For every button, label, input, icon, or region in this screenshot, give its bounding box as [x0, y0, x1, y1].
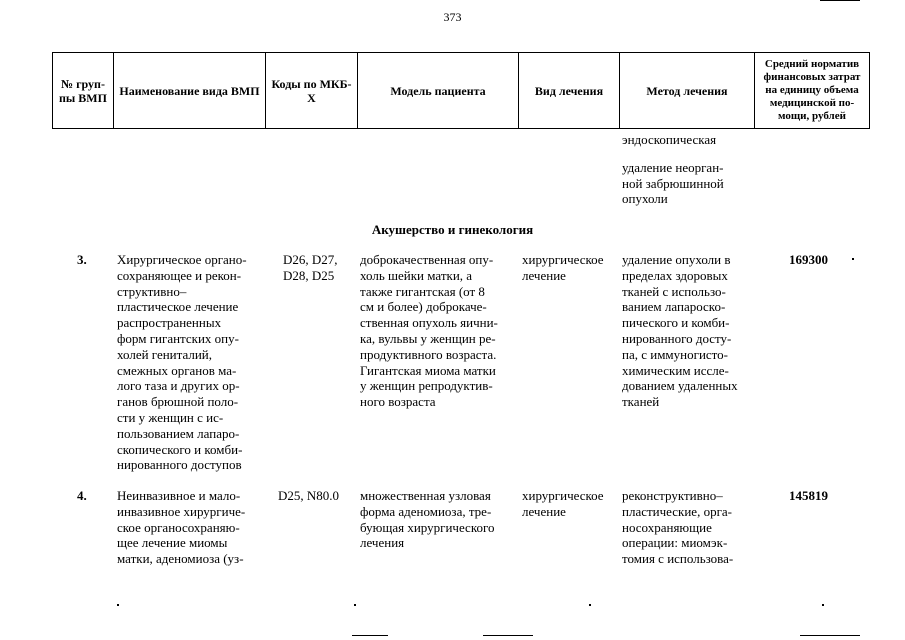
row-patient-model: [360, 252, 520, 410]
text-line: распространенных: [117, 315, 222, 331]
text-line: удаление опухоли в: [622, 252, 731, 267]
text-line: Гигантская миома матки: [360, 362, 496, 378]
text-line: ка, вульвы у женщин ре-: [360, 330, 496, 346]
text-line: Хирургическое органо-: [117, 252, 247, 267]
row-icd-codes: [278, 488, 339, 504]
text-line: также гигантская (от 8: [360, 283, 485, 299]
row-number: 4.: [77, 488, 87, 503]
scan-speck: [589, 604, 591, 606]
section-title: Акушерство и гинекология: [371, 222, 534, 237]
text-line: тканей: [622, 394, 660, 410]
header-cost-norm: Средний норматив финансовых затрат на единицу объема медицинской по-мощи, рублей: [755, 52, 870, 129]
text-line: па, с иммуногисто-: [622, 346, 729, 362]
continuation-line: опухоли: [622, 191, 668, 207]
row-icd-codes: [283, 252, 338, 284]
text-line: реконструктивно–: [622, 488, 723, 503]
text-line: носохраняющие: [622, 519, 712, 535]
header-vmp-name: Наименование вида ВМП: [114, 52, 266, 129]
text-line: лечения: [360, 535, 405, 551]
text-line: продуктивного возраста.: [360, 346, 497, 362]
scan-speck: [852, 258, 854, 260]
text-line: инвазивное хирургиче-: [117, 503, 246, 519]
text-line: ское органосохраняю-: [117, 519, 240, 535]
text-line: см и более) доброкаче-: [360, 299, 487, 315]
text-line: лечение: [522, 503, 566, 519]
text-line: пределах здоровых: [622, 267, 728, 283]
text-line: операции: миомэк-: [622, 535, 728, 551]
text-line: хирургическое: [522, 252, 604, 267]
text-line: пользованием лапаро-: [117, 425, 240, 441]
text-line: ганов брюшной поло-: [117, 394, 239, 410]
text-line: холь шейки матки, а: [360, 267, 473, 283]
row-vmp-name: [117, 488, 267, 567]
text-line: ного возраста: [360, 394, 436, 410]
text-line: дованием удаленных: [622, 378, 738, 394]
row-treatment-method: [622, 488, 757, 567]
text-line: ственная опухоль яични-: [360, 315, 498, 331]
text-line: структивно–: [117, 283, 187, 299]
scan-line: [483, 635, 533, 636]
text-line: матки, аденомиоза (уз-: [117, 551, 244, 567]
text-line: хирургическое: [522, 488, 604, 503]
text-line: нированного досту-: [622, 330, 732, 346]
header-treatment-method: Метод лечения: [620, 52, 755, 129]
row-treatment-type: [522, 252, 604, 284]
header-patient-model: Модель пациента: [358, 52, 519, 129]
row-vmp-name: [117, 252, 267, 473]
header-group-number: № груп-пы ВМП: [52, 52, 114, 129]
scan-speck: [354, 604, 356, 606]
continuation-method: [622, 132, 724, 207]
text-line: смежных органов ма-: [117, 362, 237, 378]
text-line: множественная узловая: [360, 488, 491, 503]
text-line: лечение: [522, 267, 566, 283]
row-patient-model: [360, 488, 520, 551]
text-line: D26, D27,: [283, 252, 338, 267]
text-line: химическим иссле-: [622, 362, 729, 378]
text-line: D25, N80.0: [278, 488, 340, 503]
page-number: 373: [443, 10, 462, 24]
continuation-line: удаление неорган-: [622, 159, 724, 175]
text-line: холей гениталий,: [117, 346, 213, 362]
text-line: доброкачественная опу-: [360, 252, 494, 267]
text-line: лого таза и других ор-: [117, 378, 240, 394]
text-line: тканей с использо-: [622, 283, 726, 299]
header-treatment-type: Вид лечения: [519, 52, 620, 129]
scan-speck: [822, 604, 824, 606]
text-line: Неинвазивное и мало-: [117, 488, 241, 503]
text-line: бующая хирургического: [360, 519, 495, 535]
text-line: пического и комби-: [622, 315, 730, 331]
scan-line: [800, 635, 860, 636]
text-line: нированного доступов: [117, 457, 242, 473]
text-line: щее лечение миомы: [117, 535, 228, 551]
row-cost: 145819: [789, 488, 828, 503]
text-line: форма аденомиоза, тре-: [360, 503, 492, 519]
row-treatment-method: [622, 252, 757, 410]
text-line: томия с использова-: [622, 551, 734, 567]
row-cost: 169300: [789, 252, 828, 267]
scan-line: [820, 0, 860, 1]
text-line: D28, D25: [283, 267, 335, 283]
row-treatment-type: [522, 488, 604, 520]
text-line: пластическое лечение: [117, 299, 239, 315]
text-line: форм гигантских опу-: [117, 330, 239, 346]
text-line: сти у женщин с ис-: [117, 409, 224, 425]
continuation-line: эндоскопическая: [622, 132, 717, 147]
scan-speck: [117, 604, 119, 606]
row-number: 3.: [77, 252, 87, 267]
header-icd-codes: Коды по МКБ-Х: [266, 52, 358, 129]
continuation-line: ной забрюшинной: [622, 175, 724, 191]
text-line: у женщин репродуктив-: [360, 378, 493, 394]
text-line: ванием лапароско-: [622, 299, 726, 315]
text-line: сохраняющее и рекон-: [117, 267, 242, 283]
text-line: пластические, орга-: [622, 503, 732, 519]
scan-line: [352, 635, 388, 636]
text-line: скопического и комби-: [117, 441, 243, 457]
